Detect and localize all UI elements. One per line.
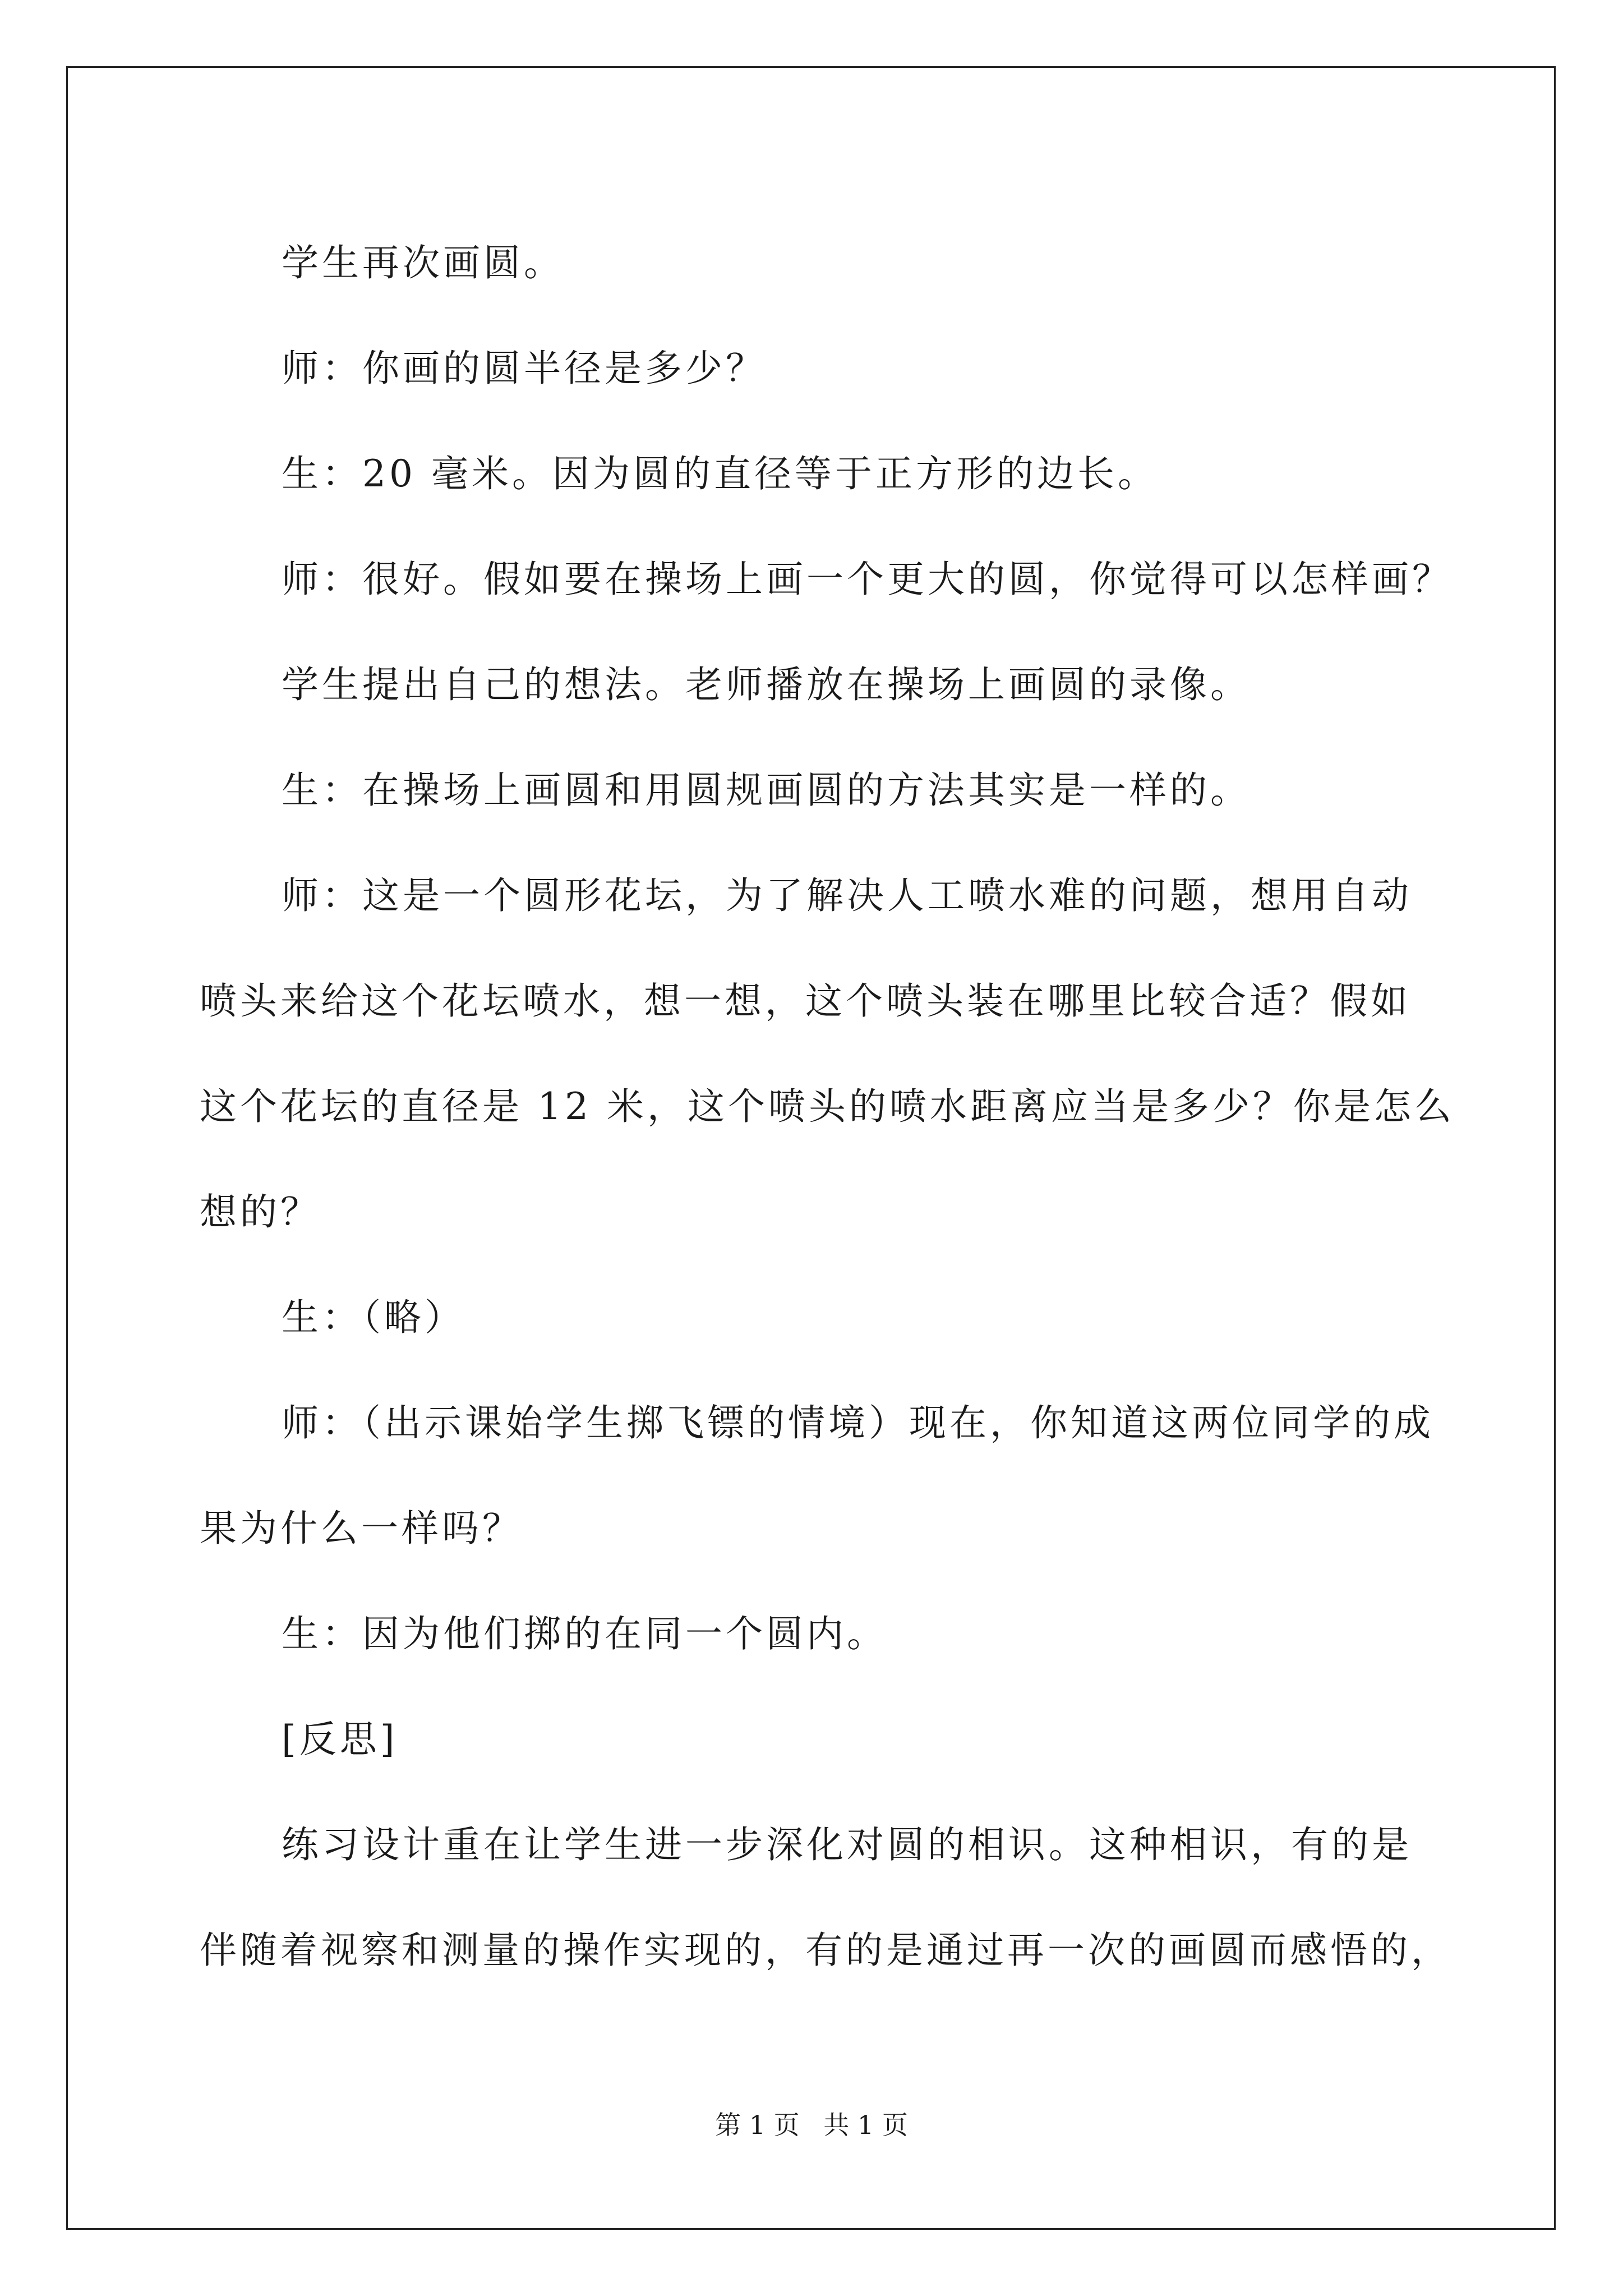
page-number: 第 1 页 [715, 2110, 800, 2140]
section-heading: [反思] [282, 1718, 398, 1761]
document-body [200, 210, 1455, 2003]
paragraph: 生：（略） [282, 1296, 465, 1339]
paragraph: 喷头来给这个花坛喷水，想一想，这个喷头装在哪里比较合适？假如 [200, 979, 1411, 1023]
paragraph: 师：很好。假如要在操场上画一个更大的圆，你觉得可以怎样画？ [282, 558, 1453, 601]
page-footer [0, 2105, 1623, 2142]
paragraph: 生：因为他们掷的在同一个圆内。 [282, 1612, 887, 1655]
paragraph: 师：你画的圆半径是多少？ [282, 347, 766, 390]
paragraph: 这个花坛的直径是 12 米，这个喷头的喷水距离应当是多少？你是怎么 [200, 1085, 1455, 1128]
paragraph: 师：（出示课始学生掷飞镖的情境）现在，你知道这两位同学的成 [282, 1401, 1434, 1444]
paragraph: 果为什么一样吗？ [200, 1507, 523, 1550]
paragraph: 伴随着视察和测量的操作实现的，有的是通过再一次的画圆而感悟的， [200, 1929, 1451, 1972]
paragraph: 生：在操场上画圆和用圆规画圆的方法其实是一样的。 [282, 769, 1251, 812]
paragraph: 想的？ [200, 1190, 321, 1234]
paragraph: 学生再次画圆。 [282, 241, 564, 284]
page-total: 共 1 页 [823, 2110, 908, 2140]
paragraph: 师：这是一个圆形花坛，为了解决人工喷水难的问题，想用自动 [282, 874, 1412, 917]
paragraph: 练习设计重在让学生进一步深化对圆的相识。这种相识，有的是 [282, 1823, 1412, 1866]
paragraph: 生：20 毫米。因为圆的直径等于正方形的边长。 [282, 452, 1158, 495]
paragraph: 学生提出自己的想法。老师播放在操场上画圆的录像。 [282, 663, 1251, 706]
